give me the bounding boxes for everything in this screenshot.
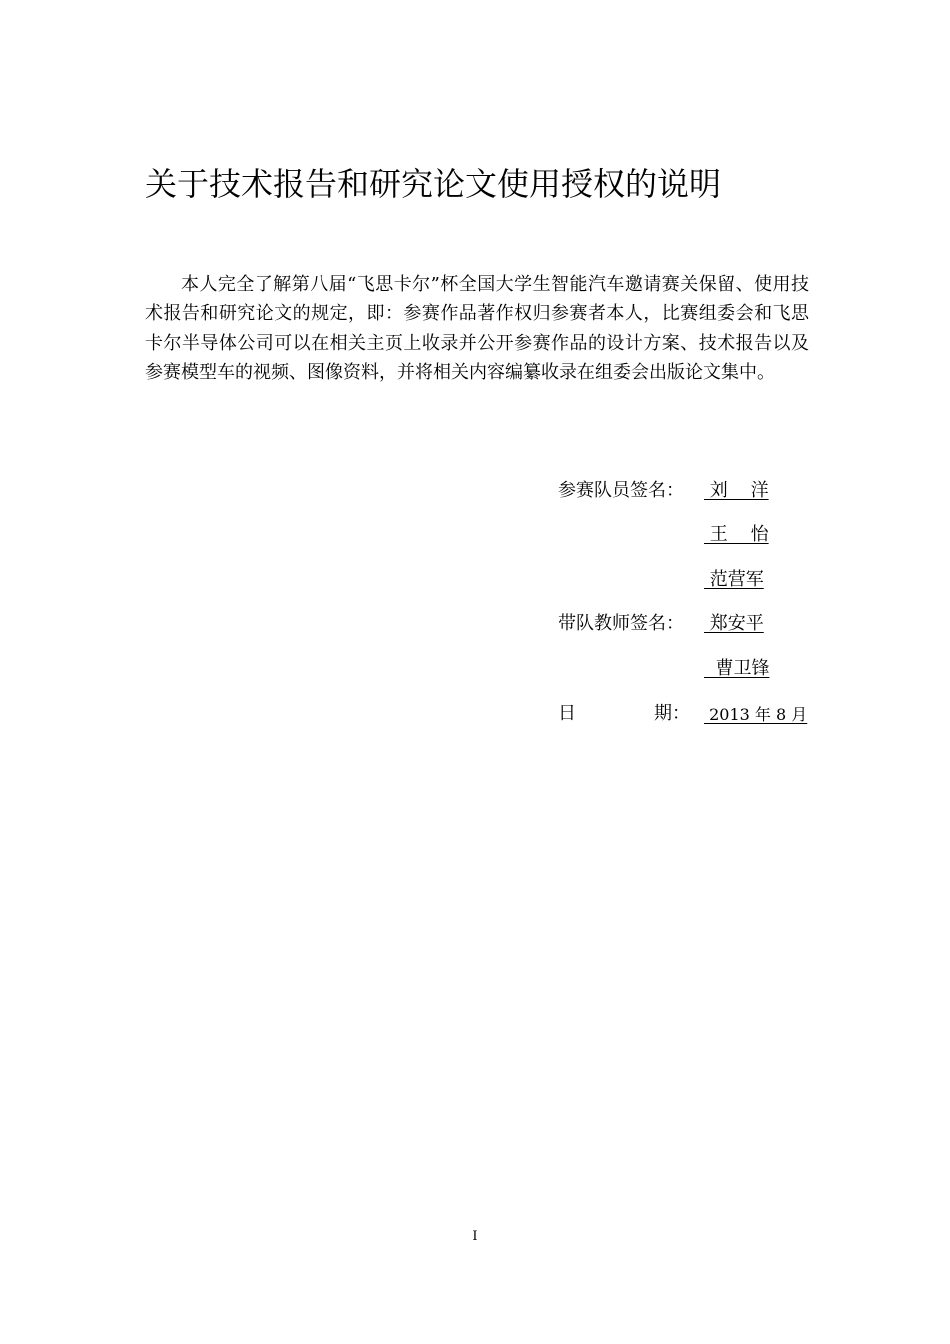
date-label-right: 期： [654,703,690,724]
advisor-signature-label: 带队教师签名： [558,613,684,634]
team-signature-label: 参赛队员签名： [558,480,684,501]
team-member-signature: 范营军 [704,569,764,590]
date-label-left: 日 [558,703,576,724]
page-title: 关于技术报告和研究论文使用授权的说明 [145,165,722,203]
advisor-signature: 郑安平 [704,613,764,634]
page-number: I [472,1229,478,1244]
date-value: 2013 年 8 月 [704,705,808,724]
team-member-signature: 王 怡 [704,524,769,545]
advisor-signature: 曹卫锋 [704,658,770,679]
team-member-signature: 刘 洋 [704,480,769,501]
authorization-paragraph: 本人完全了解第八届“飞思卡尔”杯全国大学生智能汽车邀请赛关保留、使用技术报告和研究论文的规定，即：参赛作品著作权归参赛者本人，比赛组委会和飞思卡尔半导体公司可以在相关主页上收录并公开参赛作品的设计方案、技术报告以及参赛模型车的视频、图像资料，并将相关内容编纂收录在组委会出版论文集中。 [145,274,809,384]
date-label [558,702,690,726]
